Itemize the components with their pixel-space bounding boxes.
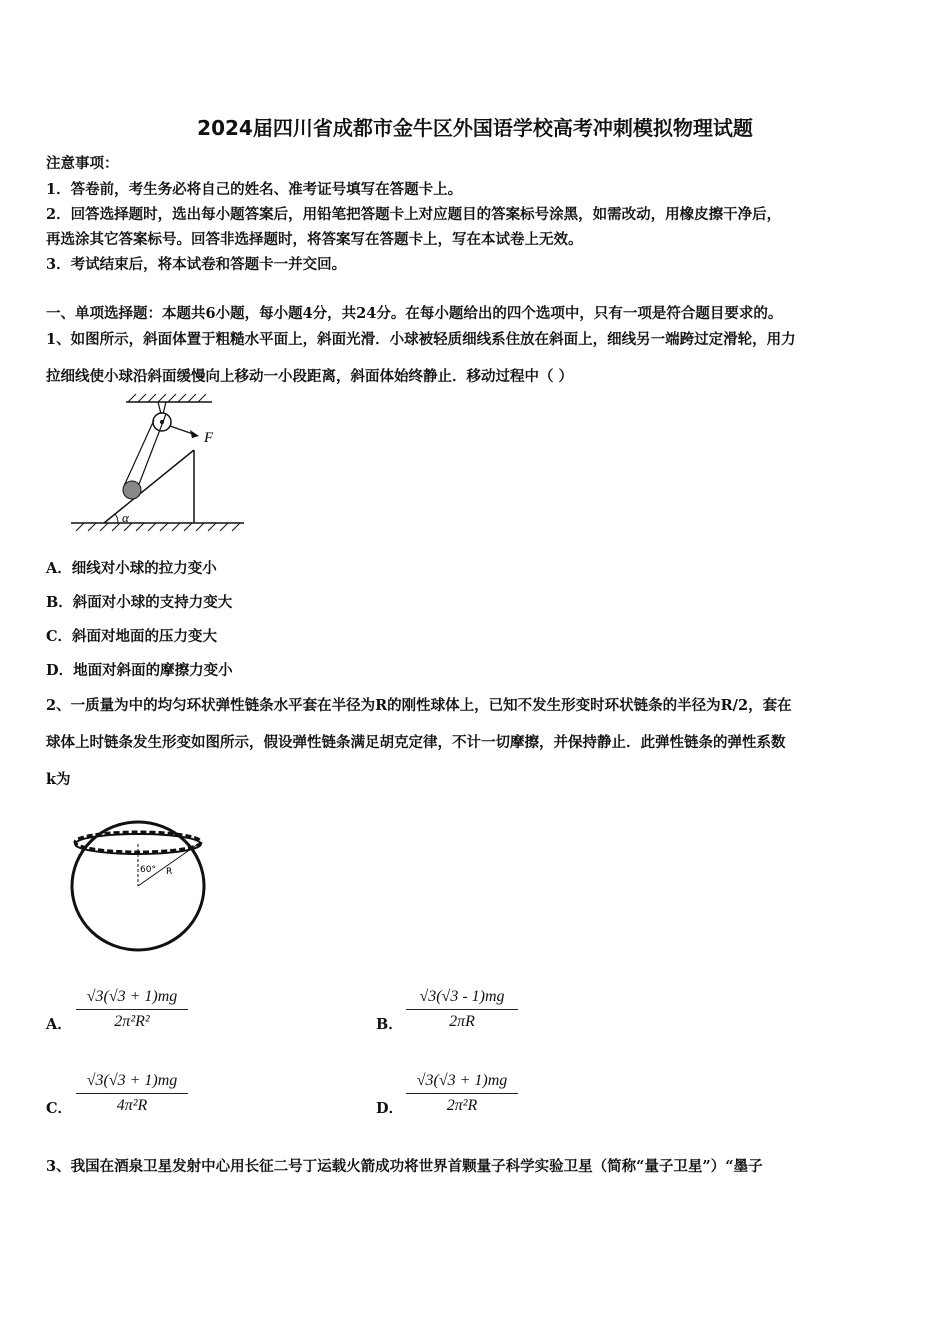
notice-item: 再选涂其它答案标号。回答非选择题时，将答案写在答题卡上，写在本试卷上无效。 — [46, 231, 583, 248]
angle-label: α — [122, 510, 129, 525]
q2-option-b-formula — [406, 988, 518, 1031]
q1-option-c: C．斜面对地面的压力变大 — [46, 628, 218, 645]
q1-option-d: D．地面对斜面的摩擦力变小 — [46, 662, 233, 679]
q2-option-a-formula — [76, 988, 188, 1031]
numerator: √3(√3 + 1)mg — [76, 988, 188, 1010]
question-2-text: 球体上时链条发生形变如图所示，假设弹性链条满足胡克定律，不计一切摩擦，并保持静止．此弹性链条的弹性系数 — [46, 734, 786, 751]
question-3-text: 3、我国在酒泉卫星发射中心用长征二号丁运载火箭成功将世界首颗量子科学实验卫星（简称“量子卫星”）“墨子 — [46, 1158, 763, 1175]
numerator: √3(√3 + 1)mg — [406, 1072, 518, 1094]
denominator: 2π²R² — [114, 1013, 150, 1030]
page-title: 2024届四川省成都市金牛区外国语学校高考冲刺模拟物理试题 — [197, 116, 753, 140]
q1-option-b: B．斜面对小球的支持力变大 — [46, 594, 233, 611]
question-2-text: 2、一质量为中的均匀环状弹性链条水平套在半径为R的刚性球体上，已知不发生形变时环状链条的半径为R/2，套在 — [46, 697, 792, 714]
question-1-text: 拉细线使小球沿斜面缓慢向上移动一小段距离，斜面体始终静止．移动过程中（ ） — [46, 368, 574, 385]
q2-option-b-label: B． — [376, 1016, 403, 1033]
notice-heading: 注意事项： — [46, 155, 119, 172]
denominator: 4π²R — [116, 1097, 148, 1114]
numerator: √3(√3 + 1)mg — [76, 1072, 188, 1094]
q1-option-a: A．细线对小球的拉力变小 — [46, 560, 217, 577]
question-2-figure — [62, 804, 212, 954]
q2-option-d-formula — [406, 1072, 518, 1115]
q2-option-c-formula — [76, 1072, 188, 1115]
numerator: √3(√3 - 1)mg — [406, 988, 518, 1010]
angle-label: 60° — [140, 865, 156, 875]
q2-option-d-label: D． — [376, 1100, 404, 1117]
notice-item: 2．回答选择题时，选出每小题答案后，用铅笔把答题卡上对应题目的答案标号涂黑，如需改动，用橡皮擦干净后， — [46, 206, 782, 223]
notice-item: 3．考试结束后，将本试卷和答题卡一并交回。 — [46, 256, 347, 273]
section-heading: 一、单项选择题：本题共6小题，每小题4分，共24分。在每小题给出的四个选项中，只有一项是符合题目要求的。 — [46, 305, 783, 322]
q2-option-c-label: C． — [46, 1100, 73, 1117]
q2-option-a-label: A． — [46, 1016, 72, 1033]
force-label: F — [204, 430, 214, 446]
denominator: 2πR — [449, 1013, 475, 1030]
radius-label: R — [166, 867, 173, 877]
question-2-text: k为 — [46, 771, 71, 788]
question-1-figure — [66, 392, 256, 534]
question-1-text: 1、如图所示，斜面体置于粗糙水平面上，斜面光滑．小球被轻质细线系住放在斜面上，细线另一端跨过定滑轮，用力 — [46, 331, 796, 348]
denominator: 2π²R — [446, 1097, 478, 1114]
notice-item: 1．答卷前，考生务必将自己的姓名、准考证号填写在答题卡上。 — [46, 181, 463, 198]
